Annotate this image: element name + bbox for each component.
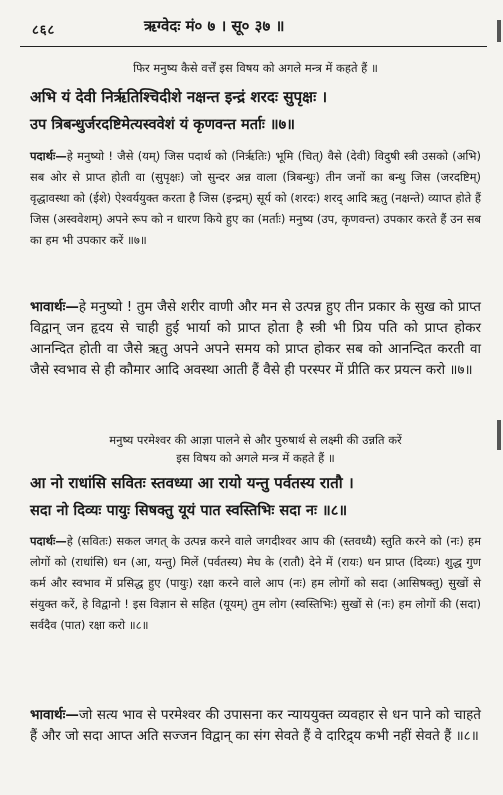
scan-edge-mark [497, 420, 501, 450]
verse7-padartha-text: हे मनुष्यो ! जैसे (यम्) जिस पदार्थ को (निर्ऋतिः) भूमि (चित्) वैसे (देवी) विदुषी स्त्री उसको (अभि) सब ओर से प्राप्त होती वा (सुपृक्षः) जो सुन्दर अन्न वाला (त्रिबन्धुः) तीन जनों का बन्धु जिस (जरदष्टिम्) वृद्धावस्था को (ईशे) ऐश्वर्ययुक्त करता है जिस (इन्द्रम्) सूर्य को (शरदः) शरद् आदि ऋतु (नक्षन्ते) व्याप्त होते हैं जिस (अस्ववेशम्) अपने रूप को न धारण किये हुए का (मर्ताः) मनुष्य (उप, कृणवन्त) उपकार करते हैं उन सब का हम भी उपकार करें ॥७॥ [30, 149, 481, 247]
page-number: ८६८ [32, 23, 56, 38]
verse8-mantra-line1: आ नो राधांसि सवितः स्तवध्या आ रायो यन्तु पर्वतस्य रातौ । [30, 474, 354, 492]
verse8-intro-line1: मनुष्य परमेश्वर की आज्ञा पालने से और पुरुषार्थ से लक्ष्मी की उन्नति करें [109, 433, 402, 447]
verse7-bhavartha [30, 297, 481, 381]
running-head-reference: ऋग्वेदः मं० ७ । सू० ३७ ॥ [144, 17, 285, 35]
page-header [14, 16, 489, 40]
verse7-mantra-line2: उप त्रिबन्धुर्जरदष्टिमेत्यस्ववेशं यं कृणवन्त मर्ताः ॥७॥ [30, 116, 295, 133]
verse8-intro-line2: इस विषय को अगले मन्त्र में कहते हैं ॥ [176, 451, 335, 465]
padartha-label: पदार्थः— [30, 534, 67, 548]
verse8-padartha-text: हे (सवितः) सकल जगत् के उत्पन्न करने वाले जगदीश्वर आप की (स्तवध्यै) स्तुति करने को (नः) हम लोगों को (राधांसि) धन (आ, यन्तु) मिलें (पर्वतस्य) मेघ के (रातौ) देने में (रायः) धन प्राप्त (दिव्यः) शुद्ध गुण कर्म और स्वभाव में प्रसिद्ध हुए (पायुः) रक्षा करने वाले आप (नः) हम लोगों को सदा (आसिषक्तु) सुखों से संयुक्त करें, हे विद्वानो ! इस विज्ञान से सहित (यूयम्) तुम लोग (स्वस्तिभिः) सुखों से (नः) हम लोगों की (सदा) सर्वदैव (पात) रक्षा करो ॥८॥ [30, 534, 481, 632]
verse8-mantra-line2: सदा नो दिव्यः पायुः सिषक्तु यूयं पात स्वस्तिभिः सदा नः ॥८॥ [30, 502, 348, 519]
padartha-label: पदार्थः— [30, 149, 67, 163]
bhavartha-label: भावार्थः— [30, 299, 79, 315]
header-rule [20, 46, 487, 47]
verse8-bhavartha [30, 705, 481, 747]
scan-edge-mark [497, 20, 501, 42]
verse7-mantra-line1: अभि यं देवी निर्ऋतिश्चिदीशे नक्षन्त इन्द्रं शरदः सुपृक्षः । [30, 88, 328, 106]
verse8-bhavartha-text: जो सत्य भाव से परमेश्वर की उपासना कर न्याययुक्त व्यवहार से धन पाने को चाहते हैं और जो सदा आप्त अति सज्जन विद्वान् का संग सेवते हैं वे दारिद्र्य कभी नहीं सेवते हैं ॥८॥ [30, 707, 481, 744]
verse7-bhavartha-text: हे मनुष्यो ! तुम जैसे शरीर वाणी और मन से उत्पन्न हुए तीन प्रकार के सुख को प्राप्त विद्वान् जन हृदय से चाही हुई भार्या को प्राप्त होता है स्त्री भी प्रिय पति को प्राप्त होकर आनन्दित होती वा जैसे ऋतु अपने अपने समय को प्राप्त होकर सब को आनन्दित करती वा जैसे स्वभाव से ही कौमार आदि अवस्था आती हैं वैसे ही परस्पर में प्रीति कर प्रयत्न करो ॥७॥ [30, 299, 481, 378]
verse7-padartha [30, 146, 481, 251]
verse8-padartha [30, 531, 481, 636]
verse7-intro: फिर मनुष्य कैसे वर्त्तें इस विषय को अगले मन्त्र में कहते हैं ॥ [133, 61, 378, 75]
bhavartha-label: भावार्थः— [30, 707, 79, 723]
